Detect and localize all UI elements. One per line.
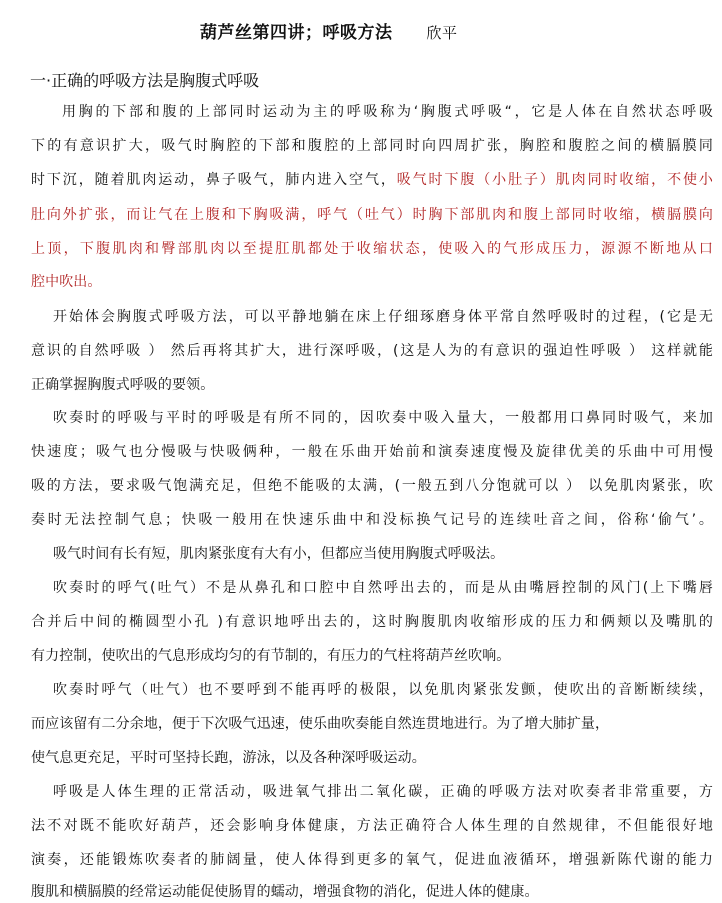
text-line: 法不对既不能吹好葫芦，还会影响身体健康，方法正确符合人体生理的自然规律，不但能很好地 — [31, 818, 713, 834]
text-line: 有力控制，使吹出的气息形成均匀的有节制的，有压力的气柱将葫芦丝吹响。 — [31, 648, 511, 664]
text-line: 使气息更充足，平时可坚持长跑，游泳，以及各种深呼吸运动。 — [31, 750, 426, 766]
text-line: 用胸的下部和腹的上部同时运动为主的呼吸称为‘胸腹式呼吸“，它是人体在自然状态呼吸 — [62, 104, 713, 120]
text-line: 开始体会胸腹式呼吸方法，可以平静地躺在床上仔细琢磨身体平常自然呼吸时的过程，(它是无 — [53, 309, 713, 325]
text-line — [31, 204, 713, 224]
section-heading: 一·正确的呼吸方法是胸腹式呼吸 — [30, 71, 260, 90]
text-line: 快速度；吸气也分慢吸与快吸俩种，一般在乐曲开始前和演奏速度慢及旋律优美的乐曲中可用慢 — [31, 444, 713, 460]
text-line: 下的有意识扩大，吸气时胸腔的下部和腹腔的上部同时向四周扩张，胸腔和腹腔之间的横膈膜同 — [31, 138, 713, 154]
text-line: 呼吸是人体生理的正常活动，吸进氧气排出二氧化碳，正确的呼吸方法对吹奏者非常重要，方 — [53, 784, 713, 800]
text-line: 吸气时间有长有短，肌肉紧张度有大有小，但都应当使用胸腹式呼吸法。 — [53, 546, 505, 562]
text-line: 吹奏时呼气（吐气）也不要呼到不能再呼的极限，以免肌肉紧张发颤，使吹出的音断断续续， — [53, 682, 713, 698]
text-line: 演奏，还能锻炼吹奏者的肺阔量，使人体得到更多的氧气，促进血液循环，增强新陈代谢的能力 — [31, 852, 713, 868]
text-line: 吹奏时的呼吸与平时的呼吸是有所不同的，因吹奏中吸入量大，一般都用口鼻同时吸气，来加 — [53, 410, 713, 426]
emphasis-text: 上顶，下腹肌肉和臀部肌肉以至提肛肌都处于收缩状态，使吸入的气形成压力，源源不断地从口 — [31, 241, 713, 257]
text-line: 吸的方法，要求吸气饱满充足，但绝不能吸的太满，(一般五到八分饱就可以 ） 以免肌肉紧张，吹 — [31, 478, 713, 494]
title-text: 葫芦丝第四讲；呼吸方法 — [200, 23, 393, 43]
text-line — [31, 238, 713, 258]
author-name: 欣平 — [426, 24, 458, 42]
text-line: 正确掌握胸腹式呼吸的要领。 — [31, 377, 215, 393]
text-line — [31, 271, 713, 291]
page-title — [200, 18, 680, 43]
emphasis-text: 吸气时下腹（小肚子）肌肉同时收缩，不使小 — [396, 172, 713, 188]
text-line: 时下沉，随着肌肉运动，鼻子吸气，肺内进入空气，吸气时下腹（小肚子）肌肉同时收缩，不使小 — [31, 172, 713, 188]
text-line: 意识的自然呼吸 ） 然后再将其扩大，进行深呼吸，(这是人为的有意识的强迫性呼吸 ） 这样就能 — [31, 343, 713, 359]
text-line: 而应该留有二分余地，便于下次吸气迅速，使乐曲吹奏能自然连贯地进行。为了增大肺扩量， — [31, 716, 610, 732]
text-line: 合并后中间的椭圆型小孔 )有意识地呼出去的，这时胸腹肌肉收缩形成的压力和俩颊以及嘴肌的 — [31, 614, 713, 630]
text-line: 吹奏时的呼气(吐气）不是从鼻孔和口腔中自然呼出去的，而是从由嘴唇控制的风门(上下嘴唇 — [53, 580, 713, 596]
text-line: 腹肌和横膈膜的经常运动能促使肠胃的蠕动，增强食物的消化，促进人体的健康。 — [31, 884, 539, 900]
emphasis-text: 腔中吹出。 — [31, 274, 102, 290]
text-line: 奏时无法控制气息；快吸一般用在快速乐曲中和没标换气记号的连续吐音之间，俗称‘偷气’。 — [31, 512, 713, 528]
emphasis-text: 肚向外扩张，而让气在上腹和下胸吸满，呼气（吐气）时胸下部肌肉和腹上部同时收缩，横膈膜向 — [31, 207, 713, 223]
